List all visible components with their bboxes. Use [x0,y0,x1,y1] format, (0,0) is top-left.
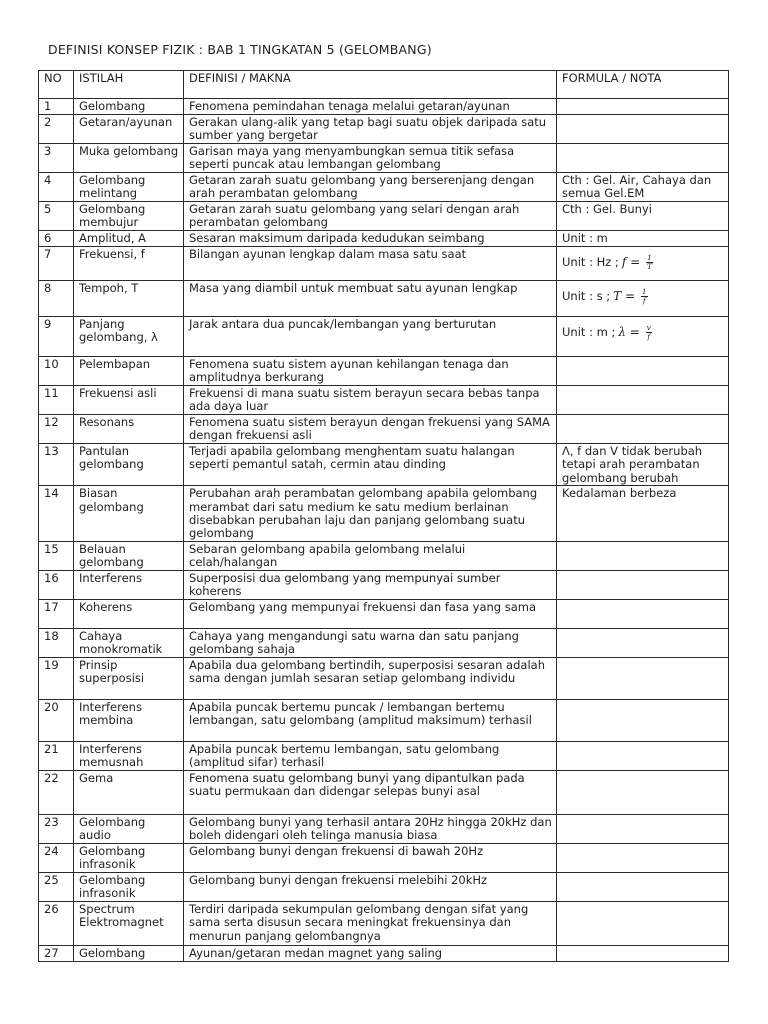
row-istilah: Interferens membina [74,699,184,741]
row-number: 21 [39,741,74,770]
row-istilah: Koherens [74,599,184,628]
row-number: 3 [39,144,74,173]
table-row [39,541,729,570]
row-number: 2 [39,115,74,144]
row-istilah: Frekuensi asli [74,386,184,415]
row-formula [557,281,729,317]
row-definisi: Garisan maya yang menyambungkan semua titik sefasa seperti puncak atau lembangan gelombang [184,144,557,173]
row-istilah: Tempoh, T [74,281,184,317]
row-formula: Unit : m [557,231,729,247]
row-istilah: Gelombang [74,99,184,115]
row-istilah: Belauan gelombang [74,541,184,570]
table-row [39,901,729,945]
formula-fraction [646,254,653,271]
row-definisi: Fenomena suatu sistem ayunan kehilangan tenaga dan amplitudnya berkurang [184,357,557,386]
formula-denominator: f [647,332,651,341]
definitions-table [38,70,729,962]
row-definisi: Gelombang bunyi dengan frekuensi melebihi 20kHz [184,872,557,901]
table-row [39,699,729,741]
row-istilah: Pantulan gelombang [74,444,184,486]
row-definisi: Perubahan arah perambatan gelombang apabila gelombang merambat dari satu medium ke satu medium berlainan disebabkan perubahan laju dan panjang gelombang suatu gelombang [184,486,557,542]
row-istilah: Resonans [74,415,184,444]
row-number: 4 [39,173,74,202]
formula-unit: Unit : m ; [562,324,616,339]
formula-denominator: f [642,296,646,305]
row-formula [557,541,729,570]
row-istilah: Gelombang infrasonik [74,872,184,901]
row-formula [557,741,729,770]
header-istilah: ISTILAH [74,71,184,99]
row-formula [557,628,729,657]
row-number: 8 [39,281,74,317]
table-row [39,570,729,599]
table-row [39,843,729,872]
formula-denominator: T [646,262,652,271]
formula-lhs: λ [618,325,626,339]
row-formula [557,872,729,901]
table-row [39,386,729,415]
table-row [39,628,729,657]
row-number: 7 [39,247,74,281]
row-definisi: Apabila dua gelombang bertindih, superposisi sesaran adalah sama dengan jumlah sesaran setiap gelombang individu [184,657,557,699]
row-number: 6 [39,231,74,247]
row-definisi: Apabila puncak bertemu lembangan, satu gelombang (amplitud sifar) terhasil [184,741,557,770]
row-number: 23 [39,814,74,843]
row-formula [557,945,729,961]
row-definisi: Gelombang bunyi dengan frekuensi di bawah 20Hz [184,843,557,872]
row-number: 15 [39,541,74,570]
row-definisi: Gelombang yang mempunyai frekuensi dan fasa yang sama [184,599,557,628]
table-row [39,231,729,247]
row-istilah: Gema [74,770,184,814]
row-istilah: Frekuensi, f [74,247,184,281]
row-definisi: Bilangan ayunan lengkap dalam masa satu saat [184,247,557,281]
row-definisi: Gelombang bunyi yang terhasil antara 20Hz hingga 20kHz dan boleh didengari oleh telinga manusia biasa [184,814,557,843]
row-istilah: Interferens memusnah [74,741,184,770]
row-formula: Λ, f dan V tidak berubah tetapi arah perambatan gelombang berubah [557,444,729,486]
row-number: 13 [39,444,74,486]
table-row [39,415,729,444]
row-formula [557,843,729,872]
row-formula: Cth : Gel. Air, Cahaya dan semua Gel.EM [557,173,729,202]
row-istilah: Gelombang membujur [74,202,184,231]
formula-numerator: 1 [647,253,652,262]
row-formula: Cth : Gel. Bunyi [557,202,729,231]
table-row [39,945,729,961]
table-row [39,444,729,486]
row-definisi: Fenomena suatu gelombang bunyi yang dipantulkan pada suatu permukaan dan didengar selepas bunyi asal [184,770,557,814]
row-istilah: Cahaya monokromatik [74,628,184,657]
table-row [39,770,729,814]
row-formula [557,770,729,814]
table-row [39,115,729,144]
row-number: 12 [39,415,74,444]
row-istilah: Pelembapan [74,357,184,386]
row-number: 27 [39,945,74,961]
table-row [39,281,729,317]
row-istilah: Biasan gelombang [74,486,184,542]
row-number: 1 [39,99,74,115]
document-title: DEFINISI KONSEP FIZIK : BAB 1 TINGKATAN 5 (GELOMBANG) [48,42,432,57]
formula-fraction [641,288,648,305]
row-definisi: Masa yang diambil untuk membuat satu ayunan lengkap [184,281,557,317]
row-formula [557,115,729,144]
row-number: 22 [39,770,74,814]
row-formula [557,699,729,741]
header-definisi: DEFINISI / MAKNA [184,71,557,99]
header-no: NO [39,71,74,99]
row-definisi: Terdiri daripada sekumpulan gelombang dengan sifat yang sama serta disusun secara meningkat frekuensinya dan menurun panjang gelombangnya [184,901,557,945]
table-row [39,486,729,542]
row-formula [557,144,729,173]
row-number: 5 [39,202,74,231]
row-istilah: Spectrum Elektromagnet [74,901,184,945]
row-number: 24 [39,843,74,872]
row-istilah: Amplitud, A [74,231,184,247]
row-number: 11 [39,386,74,415]
row-definisi: Fenomena pemindahan tenaga melalui getaran/ayunan [184,99,557,115]
row-definisi: Sebaran gelombang apabila gelombang melalui celah/halangan [184,541,557,570]
row-definisi: Cahaya yang mengandungi satu warna dan satu panjang gelombang sahaja [184,628,557,657]
formula-lhs: f [621,255,627,269]
formula-numerator: 1 [641,287,647,296]
formula-lhs: T [613,289,622,303]
row-istilah: Prinsip superposisi [74,657,184,699]
row-istilah: Gelombang infrasonik [74,843,184,872]
table-header-row [39,71,729,99]
table-row [39,657,729,699]
row-formula [557,814,729,843]
row-number: 9 [39,317,74,357]
row-definisi: Sesaran maksimum daripada kedudukan seimbang [184,231,557,247]
table-row [39,599,729,628]
row-definisi: Jarak antara dua puncak/lembangan yang berturutan [184,317,557,357]
row-definisi: Fenomena suatu sistem berayun dengan frekuensi yang SAMA dengan frekuensi asli [184,415,557,444]
table-row [39,814,729,843]
formula-unit: Unit : s ; [562,288,611,303]
row-number: 17 [39,599,74,628]
table-row [39,741,729,770]
row-istilah: Panjang gelombang, λ [74,317,184,357]
row-definisi: Getaran zarah suatu gelombang yang selari dengan arah perambatan gelombang [184,202,557,231]
row-istilah: Gelombang audio [74,814,184,843]
row-istilah: Muka gelombang [74,144,184,173]
formula-expression: T = $\frac{1}{f}$ [613,287,647,305]
row-definisi: Ayunan/getaran medan magnet yang saling [184,945,557,961]
row-number: 10 [39,357,74,386]
row-formula [557,415,729,444]
row-formula [557,357,729,386]
row-formula [557,386,729,415]
row-definisi: Gerakan ulang-alik yang tetap bagi suatu objek daripada satu sumber yang bergetar [184,115,557,144]
table-row [39,247,729,281]
formula-expression: f = $\frac{1}{T}$ [621,253,652,271]
row-number: 14 [39,486,74,542]
table-row [39,202,729,231]
formula-numerator: v [646,323,651,332]
formula-fraction [646,324,652,341]
table-row [39,317,729,357]
row-definisi: Frekuensi di mana suatu sistem berayun secara bebas tanpa ada daya luar [184,386,557,415]
row-formula: Kedalaman berbeza [557,486,729,542]
formula-unit: Unit : Hz ; [562,254,619,269]
row-istilah: Getaran/ayunan [74,115,184,144]
row-formula [557,570,729,599]
row-formula [557,99,729,115]
row-number: 20 [39,699,74,741]
table-row [39,357,729,386]
row-formula [557,317,729,357]
table-row [39,99,729,115]
row-number: 25 [39,872,74,901]
row-definisi: Terjadi apabila gelombang menghentam suatu halangan seperti pemantul satah, cermin atau dinding [184,444,557,486]
row-number: 19 [39,657,74,699]
row-formula [557,901,729,945]
row-formula [557,657,729,699]
row-number: 26 [39,901,74,945]
table-row [39,872,729,901]
row-istilah: Gelombang melintang [74,173,184,202]
row-istilah: Interferens [74,570,184,599]
row-number: 18 [39,628,74,657]
header-formula: FORMULA / NOTA [557,71,729,99]
row-definisi: Superposisi dua gelombang yang mempunyai sumber koherens [184,570,557,599]
row-formula [557,247,729,281]
table-row [39,173,729,202]
row-definisi: Getaran zarah suatu gelombang yang berserenjang dengan arah perambatan gelombang [184,173,557,202]
row-formula [557,599,729,628]
row-number: 16 [39,570,74,599]
formula-expression: λ = $\frac{v}{f}$ [618,323,651,341]
table-row [39,144,729,173]
row-istilah: Gelombang [74,945,184,961]
row-definisi: Apabila puncak bertemu puncak / lembangan bertemu lembangan, satu gelombang (amplitud maksimum) terhasil [184,699,557,741]
